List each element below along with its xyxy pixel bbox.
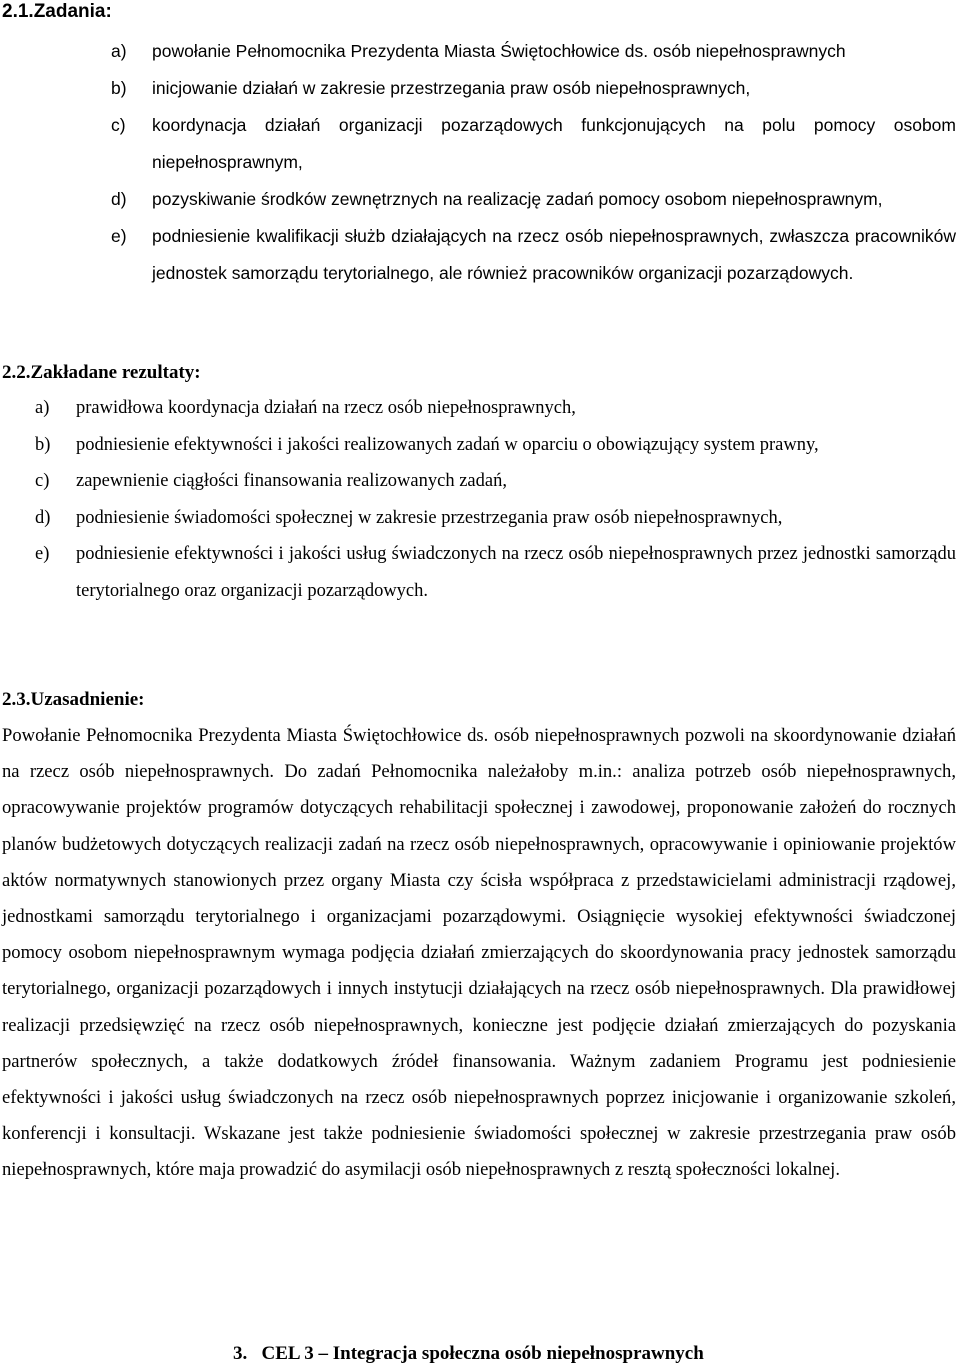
list-item-letter: b)	[111, 78, 127, 98]
list-item-letter: e)	[35, 544, 50, 565]
section-heading-uzasadnienie: 2.3.Uzasadnienie:	[2, 689, 145, 710]
list-item	[0, 218, 960, 292]
list-item-letter: d)	[35, 507, 51, 528]
list-item	[0, 500, 960, 537]
list-item-letter: d)	[111, 189, 127, 209]
list-item-text: zapewnienie ciągłości finansowania realizowanych zadań,	[76, 471, 507, 492]
list-item	[0, 107, 960, 181]
next-section-number: 3.	[233, 1343, 248, 1364]
list-item	[0, 427, 960, 464]
list-item-letter: b)	[35, 434, 51, 455]
list-item	[0, 70, 960, 107]
list-item-letter: c)	[111, 115, 126, 135]
list-item-letter: a)	[35, 398, 50, 418]
list-item-letter: c)	[35, 471, 50, 492]
list-item-text: podniesienie efektywności i jakości realizowanych zadań w oparciu o obowiązujący system prawny,	[76, 434, 819, 455]
list-item-letter: a)	[111, 41, 127, 61]
tasks-list	[0, 33, 960, 292]
list-item	[0, 33, 960, 70]
justification-paragraph: Powołanie Pełnomocnika Prezydenta Miasta Świętochłowice ds. osób niepełnosprawnych pozwoli na skoordynowanie działań na rzecz osób niepełnosprawnych. Do zadań Pełnomocnika należałoby m.in.: analiza potrzeb osób niepełnosprawnych, opracowywanie projektów programów dotyczących rehabilitacji społecznej i zawodowej, proponowanie założeń do rocznych planów budżetowych dotyczących realizacji zadań na rzecz osób niepełnosprawnych, opracowywanie i opiniowanie projektów aktów normatywnych stanowionych przez organy Miasta czy ścisła współpraca z przedstawicielami administracji rządowej, jednostkami samorządu terytorialnego i organizacjami pozarządowymi. Osiągnięcie wysokiej efektywności świadczonej pomocy osobom niepełnosprawnym wymaga podjęcia działań zmierzających do skoordynowania pracy jednostek samorządu terytorialnego, organizacji pozarządowych i innych instytucji działających na rzecz osób niepełnosprawnych. Dla prawidłowej realizacji przedsięwzięć na rzecz osób niepełnosprawnych, konieczne jest podjęcie działań zmierzających do pozyskania partnerów społecznych, a także dodatkowych źródeł finansowania. Ważnym zadaniem Programu jest podniesienie efektywności i jakości usług świadczonych na rzecz osób niepełnosprawnych poprzez inicjowanie i organizowanie szkoleń, konferencji i konsultacji. Wskazane jest także podniesienie świadomości społecznej w zakresie przestrzegania praw osób niepełnosprawnych, które maja prowadzić do asymilacji osób niepełnosprawnych z resztą społeczności lokalnej.	[2, 725, 956, 1181]
list-item-text: podniesienie świadomości społecznej w zakresie przestrzegania praw osób niepełnosprawnych,	[76, 507, 783, 528]
section-heading-rezultaty: 2.2.Zakładane rezultaty:	[2, 362, 201, 383]
list-item	[0, 536, 960, 609]
list-item-text: pozyskiwanie środków zewnętrznych na realizację zadań pomocy osobom niepełnosprawnym,	[152, 189, 883, 209]
section-heading-zadania: 2.1.Zadania:	[2, 1, 112, 22]
next-section-heading	[233, 1343, 704, 1365]
list-item	[0, 463, 960, 500]
list-item-text: prawidłowa koordynacja działań na rzecz osób niepełnosprawnych,	[76, 398, 576, 418]
list-item-letter: e)	[111, 226, 127, 246]
list-item-text: podniesienie efektywności i jakości usług świadczonych na rzecz osób niepełnosprawnych przez jednostki samorządu terytorialnego oraz organizacji pozarządowych.	[76, 544, 956, 601]
list-item-text: koordynacja działań organizacji pozarządowych funkcjonujących na polu pomocy osobom niepełnosprawnym,	[152, 115, 956, 172]
list-item	[0, 181, 960, 218]
list-item-text: powołanie Pełnomocnika Prezydenta Miasta Świętochłowice ds. osób niepełnosprawnych	[152, 41, 846, 61]
list-item	[0, 390, 960, 427]
list-item-text: podniesienie kwalifikacji służb działających na rzecz osób niepełnosprawnych, zwłaszcza pracowników jednostek samorządu terytorialnego, ale również pracowników organizacji pozarządowych.	[152, 226, 956, 283]
results-list	[0, 390, 960, 610]
list-item-text: inicjowanie działań w zakresie przestrzegania praw osób niepełnosprawnych,	[152, 78, 751, 98]
next-section-title: CEL 3 – Integracja społeczna osób niepełnosprawnych	[261, 1343, 704, 1364]
